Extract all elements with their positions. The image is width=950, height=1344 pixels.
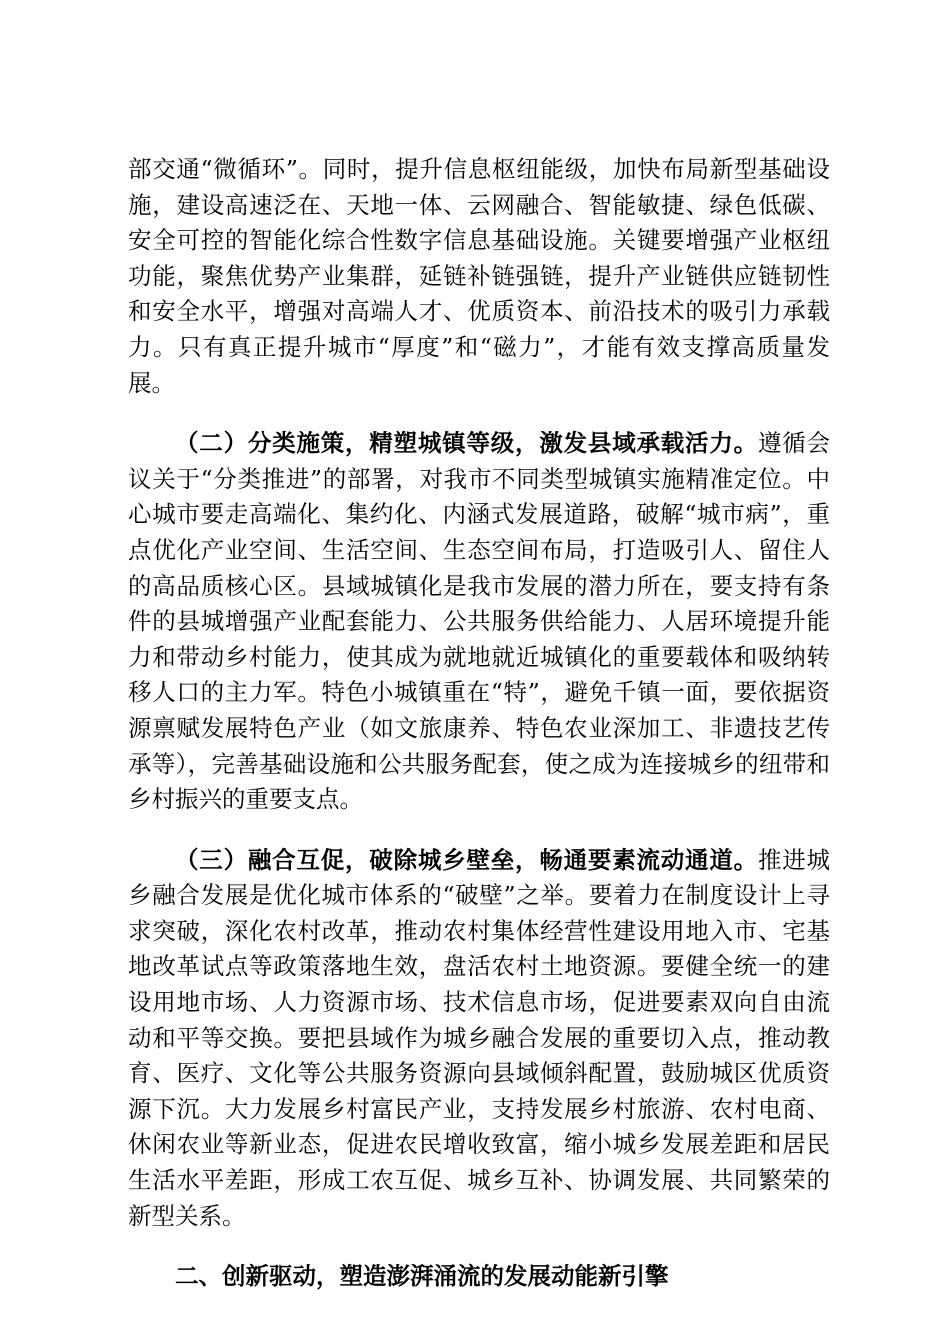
paragraph-lead: （三）融合互促，破除城乡壁垒，畅通要素流动通道。 <box>175 845 758 874</box>
section-heading: 二、创新驱动，塑造澎湃涌流的发展动能新引擎 <box>175 1262 669 1291</box>
paragraph-infrastructure <box>128 152 830 401</box>
paragraph-classified-policy <box>128 426 830 818</box>
paragraph-text: 部交通“微循环”。同时，提升信息枢纽能级，加快布局新型基础设施，建设高速泛在、天地一体、云网融合、智能敏捷、绿色低碳、安全可控的智能化综合性数字信息基础设施。关键要增强产业枢纽功能，聚焦优势产业集群，延链补链强链，提升产业链供应链韧性和安全水平，增强对高端人才、优质资本、前沿技术的吸引力承载力。只有真正提升城市“厚度”和“磁力”，才能有效支撑高质量发展。 <box>128 155 830 397</box>
paragraph-text: 推进城乡融合发展是优化城市体系的“破壁”之举。要着力在制度设计上寻求突破，深化农村改革，推动农村集体经营性建设用地入市、宅基地改革试点等政策落地生效，盘活农村土地资源。要健全统一的建设用地市场、人力资源市场、技术信息市场，促进要素双向自由流动和平等交换。要把县域作为城乡融合发展的重要切入点，推动教育、医疗、文化等公共服务资源向县域倾斜配置，鼓励城区优质资源下沉。大力发展乡村富民产业，支持发展乡村旅游、农村电商、休闲农业等新业态，促进农民增收致富，缩小城乡发展差距和居民生活水平差距，形成工农互促、城乡互补、协调发展、共同繁荣的新型关系。 <box>128 845 831 1230</box>
paragraph-text: 遵循会议关于“分类推进”的部署，对我市不同类型城镇实施精准定位。中心城市要走高端化、集约化、内涵式发展道路，破解“城市病”，重点优化产业空间、生活空间、生态空间布局，打造吸引人、留住人的高品质核心区。县域城镇化是我市发展的潜力所在，要支持有条件的县城增强产业配套能力、公共服务供给能力、人居环境提升能力和带动乡村能力，使其成为就地就近城镇化的重要载体和吸纳转移人口的主力军。特色小城镇重在“特”，避免千镇一面，要依据资源禀赋发展特色产业（如文旅康养、特色农业深加工、非遗技艺传承等），完善基础设施和公共服务配套，使之成为连接城乡的纽带和乡村振兴的重要支点。 <box>128 429 831 814</box>
document-page <box>128 152 830 1295</box>
paragraph-lead: （二）分类施策，精塑城镇等级，激发县域承载活力。 <box>175 429 758 458</box>
paragraph-urban-rural-integration <box>128 843 830 1235</box>
